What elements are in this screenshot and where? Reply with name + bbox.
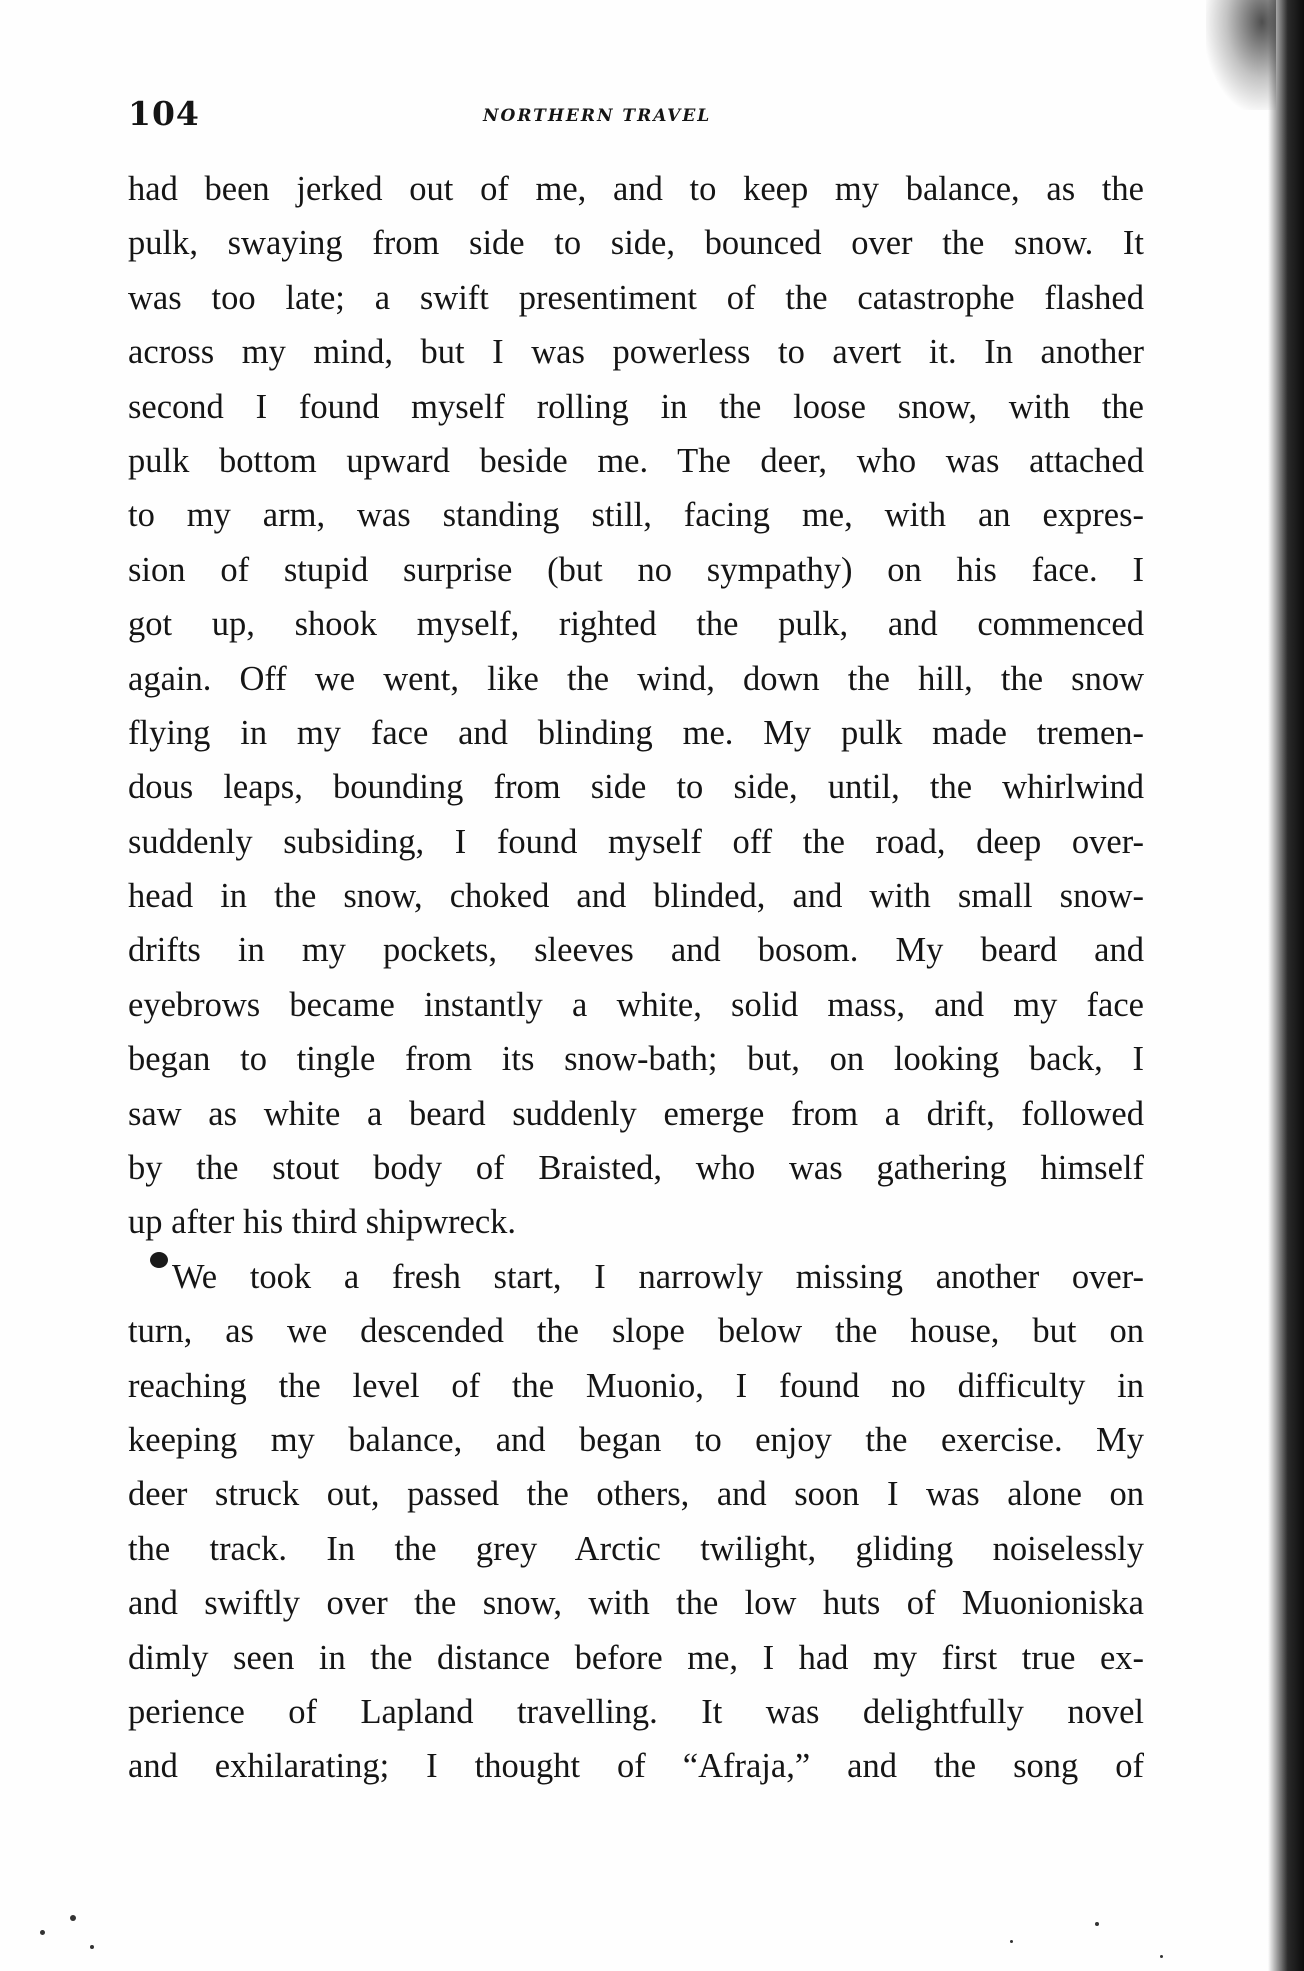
print-speckle (1160, 1955, 1163, 1958)
print-speckle (40, 1930, 45, 1935)
text-line: We took a fresh start, I narrowly missing another over- (172, 1257, 1144, 1296)
text-line: up after his third shipwreck. (128, 1203, 517, 1242)
running-head: NORTHERN TRAVEL (483, 106, 712, 126)
text-line: keeping my balance, and began to enjoy the exercise. My (128, 1420, 1144, 1459)
text-line: to my arm, was standing still, facing me, with an expres- (128, 496, 1144, 535)
body-text (128, 162, 1144, 1794)
page-corner-shadow (1206, 0, 1276, 110)
text-line: perience of Lapland travelling. It was delightfully novel (128, 1692, 1144, 1731)
text-line: had been jerked out of me, and to keep my balance, as the (128, 170, 1144, 208)
text-line: head in the snow, choked and blinded, and with small snow- (128, 877, 1144, 916)
text-line: and swiftly over the snow, with the low huts of Muonioniska (128, 1584, 1144, 1623)
print-speckle (90, 1945, 94, 1949)
text-line: dimly seen in the distance before me, I had my first true ex- (128, 1638, 1144, 1677)
text-line: saw as white a beard suddenly emerge from a drift, followed (128, 1094, 1144, 1133)
page-number: 104 (128, 94, 200, 133)
print-speckle (1095, 1922, 1099, 1926)
text-line: dous leaps, bounding from side to side, until, the whirlwind (128, 768, 1144, 807)
text-line: got up, shook myself, righted the pulk, and commenced (128, 605, 1144, 644)
page-edge-shadow (1268, 0, 1304, 1971)
text-line: reaching the level of the Muonio, I found no difficulty in (128, 1366, 1144, 1405)
page-header (128, 94, 1148, 144)
print-speckle (1010, 1940, 1013, 1943)
paragraph (128, 1250, 1144, 1794)
text-line: again. Off we went, like the wind, down the hill, the snow (128, 659, 1144, 698)
text-line: sion of stupid surprise (but no sympathy) on his face. I (128, 550, 1144, 589)
print-speckle (70, 1915, 76, 1921)
text-line: across my mind, but I was powerless to avert it. In another (128, 333, 1144, 372)
text-line: eyebrows became instantly a white, solid mass, and my face (128, 985, 1144, 1024)
text-line: was too late; a swift presentiment of the catastrophe flashed (128, 278, 1144, 317)
text-line: deer struck out, passed the others, and soon I was alone on (128, 1475, 1144, 1514)
text-line: turn, as we descended the slope below the house, but on (128, 1312, 1144, 1351)
text-line: drifts in my pockets, sleeves and bosom. My beard and (128, 931, 1144, 970)
text-line: pulk, swaying from side to side, bounced over the snow. It (128, 224, 1144, 263)
text-line: pulk bottom upward beside me. The deer, who was attached (128, 441, 1144, 480)
text-line: flying in my face and blinding me. My pulk made tremen- (128, 713, 1144, 752)
text-line: suddenly subsiding, I found myself off the road, deep over- (128, 822, 1144, 861)
text-line: second I found myself rolling in the loose snow, with the (128, 387, 1144, 426)
text-line: the track. In the grey Arctic twilight, gliding noiselessly (128, 1529, 1144, 1568)
paragraph (128, 162, 1144, 1250)
text-line: began to tingle from its snow-bath; but, on looking back, I (128, 1040, 1144, 1079)
text-line: by the stout body of Braisted, who was gathering himself (128, 1149, 1144, 1188)
text-line: and exhilarating; I thought of “Afraja,” and the song of (128, 1747, 1144, 1786)
